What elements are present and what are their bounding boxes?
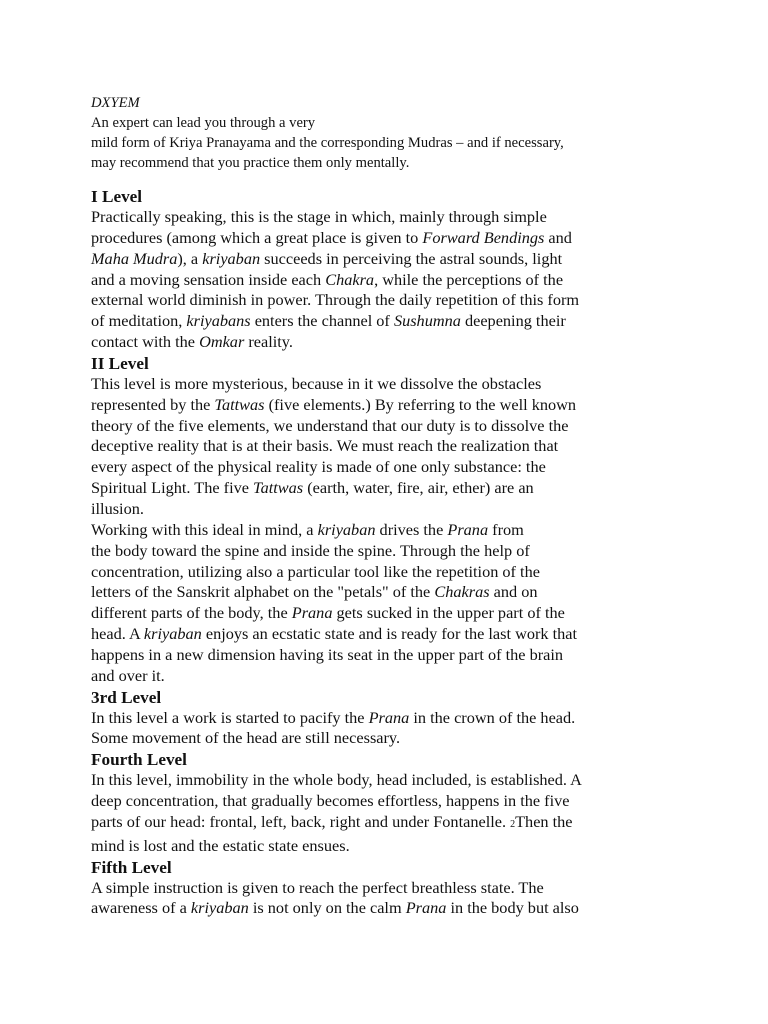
section-heading: Fifth Level bbox=[91, 857, 172, 877]
text-line bbox=[91, 499, 651, 520]
section-heading: Fourth Level bbox=[91, 750, 187, 770]
text-line bbox=[91, 836, 651, 857]
text-run: ), a bbox=[177, 248, 203, 268]
text-run: Then the bbox=[515, 811, 573, 831]
italic-term: kriyaban bbox=[202, 248, 261, 268]
section-heading: 3rd Level bbox=[91, 687, 162, 707]
text-line bbox=[91, 728, 651, 749]
text-run: and a moving sensation inside each bbox=[91, 269, 326, 289]
text-run: Working with this ideal in mind, a bbox=[91, 519, 318, 539]
italic-term: Sushumna bbox=[393, 311, 461, 331]
section-heading: II Level bbox=[91, 353, 149, 373]
text-run: happens in a new dimension having its seat in the upper part of the brain bbox=[91, 644, 564, 664]
text-run: Practically speaking, this is the stage in which, mainly through simple bbox=[91, 207, 547, 226]
document-tag: DXYEM bbox=[91, 95, 140, 111]
text-run: illusion. bbox=[91, 498, 144, 518]
text-run: head. A bbox=[91, 624, 144, 644]
text-line bbox=[91, 207, 651, 228]
text-run: reality. bbox=[244, 332, 293, 352]
text-run: mind is lost and the estatic state ensues. bbox=[91, 835, 350, 855]
text-run: of meditation, bbox=[91, 311, 187, 331]
text-run: theory of the five elements, we understand that our duty is to dissolve the bbox=[91, 415, 569, 435]
text-line bbox=[91, 374, 651, 395]
italic-term: Forward Bendings bbox=[422, 227, 545, 247]
text-run: in the body but also bbox=[446, 898, 579, 918]
text-line bbox=[91, 416, 651, 437]
italic-term: Chakra bbox=[325, 269, 375, 289]
text-run: This level is more mysterious, because in it we dissolve the obstacles bbox=[91, 373, 542, 393]
section-paragraph bbox=[91, 374, 651, 687]
text-run: and bbox=[544, 227, 572, 247]
text-line bbox=[91, 582, 651, 603]
italic-term: kriyaban bbox=[317, 519, 376, 539]
text-line bbox=[91, 520, 651, 541]
text-line bbox=[91, 457, 651, 478]
text-run: enters the channel of bbox=[250, 311, 394, 331]
italic-term: Tattwas bbox=[214, 394, 265, 414]
text-run: gets sucked in the upper part of the bbox=[332, 603, 565, 623]
section-paragraph bbox=[91, 878, 651, 920]
text-line bbox=[91, 395, 651, 416]
text-run: parts of our head: frontal, left, back, right and under Fontanelle. bbox=[91, 811, 511, 831]
text-run: different parts of the body, the bbox=[91, 603, 292, 623]
text-line bbox=[91, 562, 651, 583]
italic-term: Prana bbox=[368, 707, 410, 727]
text-line bbox=[91, 770, 651, 791]
italic-term: Omkar bbox=[199, 332, 245, 352]
footnote-marker: 2 bbox=[510, 818, 516, 830]
italic-term: Prana bbox=[447, 519, 489, 539]
text-line bbox=[91, 645, 651, 666]
document-body bbox=[91, 186, 651, 919]
text-line bbox=[91, 228, 651, 249]
text-run: succeeds in perceiving the astral sounds, light bbox=[260, 248, 563, 268]
text-line bbox=[91, 708, 651, 729]
text-run: A simple instruction is given to reach the perfect breathless state. The bbox=[91, 877, 544, 897]
italic-term: Prana bbox=[405, 898, 447, 918]
intro-line: mild form of Kriya Pranayama and the corresponding Mudras – and if necessary, bbox=[91, 135, 564, 151]
text-run: and over it. bbox=[91, 665, 165, 685]
section-heading: I Level bbox=[91, 187, 143, 206]
text-run: Spiritual Light. The five bbox=[91, 478, 254, 498]
text-line bbox=[91, 311, 651, 332]
text-line bbox=[91, 290, 651, 311]
text-line bbox=[91, 898, 651, 919]
text-run: every aspect of the physical reality is made of one only substance: the bbox=[91, 457, 546, 477]
text-run: deepening their bbox=[460, 311, 566, 331]
text-run: , while the perceptions of the bbox=[374, 269, 564, 289]
text-run: (five elements.) By referring to the well known bbox=[264, 394, 577, 414]
text-run: In this level, immobility in the whole body, head included, is established. A bbox=[91, 770, 582, 790]
text-line bbox=[91, 270, 651, 291]
text-line bbox=[91, 878, 651, 899]
text-line bbox=[91, 332, 651, 353]
text-run: In this level a work is started to pacify the bbox=[91, 707, 369, 727]
text-line bbox=[91, 791, 651, 812]
italic-term: Prana bbox=[291, 603, 333, 623]
text-line bbox=[91, 541, 651, 562]
section-paragraph bbox=[91, 207, 651, 353]
text-run: contact with the bbox=[91, 332, 200, 352]
text-line bbox=[91, 603, 651, 624]
text-run: external world diminish in power. Through the daily repetition of this form bbox=[91, 290, 580, 310]
italic-term: kriyaban bbox=[190, 898, 249, 918]
text-run: drives the bbox=[375, 519, 448, 539]
text-line bbox=[91, 249, 651, 270]
text-run: procedures (among which a great place is given to bbox=[91, 227, 423, 247]
intro-block bbox=[91, 93, 651, 173]
text-run: Some movement of the head are still necessary. bbox=[91, 728, 401, 748]
text-run: concentration, utilizing also a particular tool like the repetition of the bbox=[91, 561, 540, 581]
section-paragraph bbox=[91, 770, 651, 856]
text-run: deceptive reality that is at their basis. We must reach the realization that bbox=[91, 436, 559, 456]
intro-line: may recommend that you practice them only mentally. bbox=[91, 155, 410, 171]
text-line bbox=[91, 478, 651, 499]
text-run: letters of the Sanskrit alphabet on the "petals" of the bbox=[91, 582, 435, 602]
italic-term: kriyaban bbox=[143, 624, 202, 644]
text-line bbox=[91, 436, 651, 457]
text-run: deep concentration, that gradually becomes effortless, happens in the five bbox=[91, 791, 570, 811]
text-run: is not only on the calm bbox=[248, 898, 406, 918]
text-run: represented by the bbox=[91, 394, 215, 414]
italic-term: Maha Mudra bbox=[91, 248, 178, 268]
text-run: in the crown of the head. bbox=[409, 707, 576, 727]
italic-term: Tattwas bbox=[253, 478, 304, 498]
text-run: the body toward the spine and inside the spine. Through the help of bbox=[91, 540, 530, 560]
text-run: awareness of a bbox=[91, 898, 191, 918]
intro-line: An expert can lead you through a very bbox=[91, 115, 316, 131]
text-run: and on bbox=[489, 582, 538, 602]
italic-term: kriyabans bbox=[186, 311, 251, 331]
text-line bbox=[91, 624, 651, 645]
text-line bbox=[91, 666, 651, 687]
text-line bbox=[91, 812, 651, 836]
text-run: enjoys an ecstatic state and is ready for the last work that bbox=[201, 624, 578, 644]
section-paragraph bbox=[91, 708, 651, 750]
italic-term: Chakras bbox=[434, 582, 490, 602]
text-run: (earth, water, fire, air, ether) are an bbox=[303, 478, 534, 498]
text-run: from bbox=[488, 519, 524, 539]
